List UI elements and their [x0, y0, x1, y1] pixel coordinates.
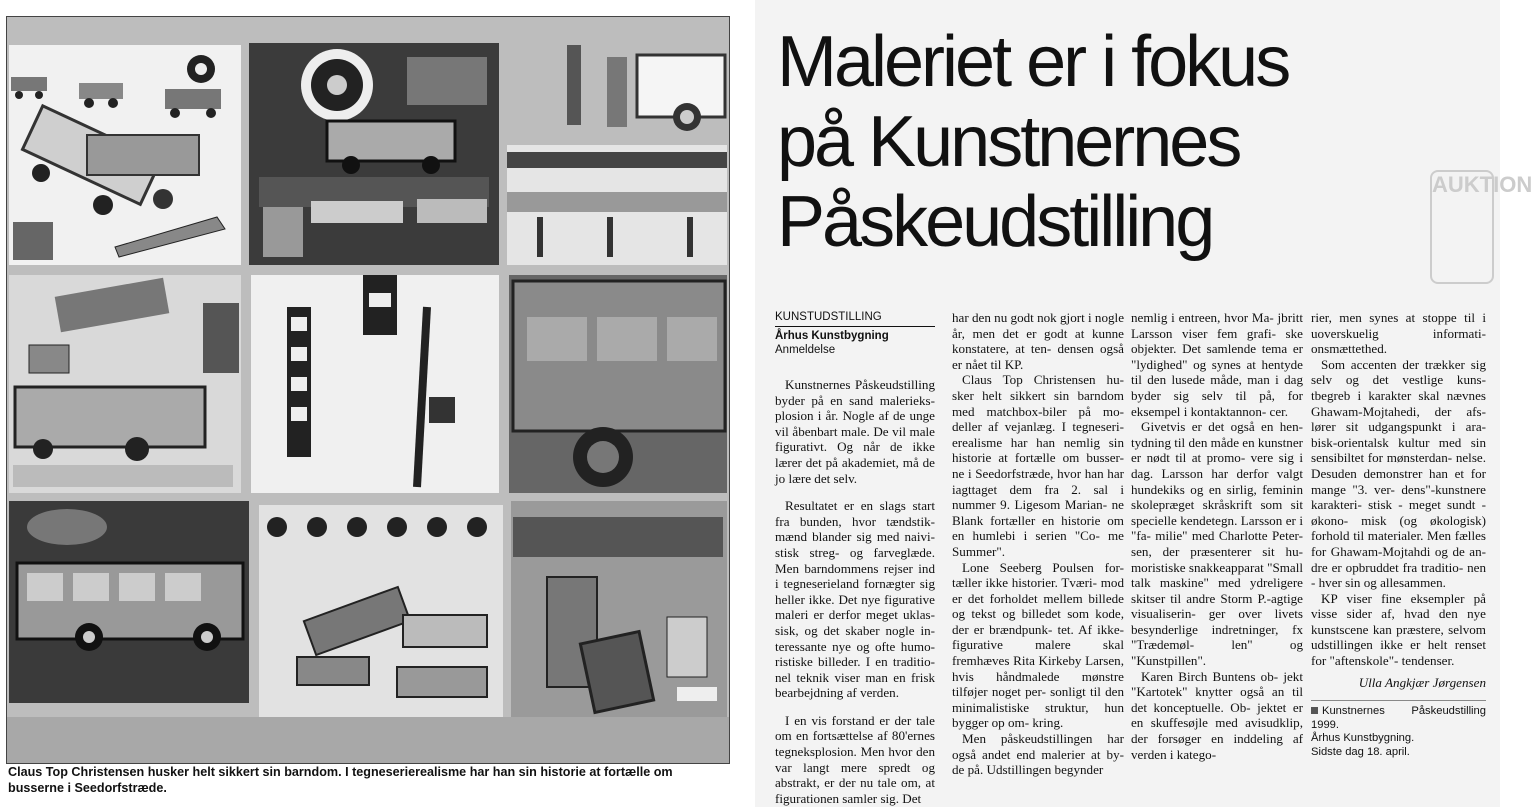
article-type: Anmeldelse — [775, 344, 836, 356]
factbox — [1311, 700, 1486, 759]
paintings-photo — [6, 16, 730, 764]
paragraph: Men påskeudstillingen har også andet end malerier at by- de på. Udstillingen begynder — [952, 731, 1124, 778]
painting-1-3 — [507, 45, 727, 265]
kicker-rule — [775, 326, 935, 327]
headline-line-2: på Kunstnernes — [777, 102, 1240, 182]
painting-2-2 — [251, 275, 499, 493]
photo-caption: Claus Top Christensen husker helt sikkert sin barndom. I tegneserierealisme har han sin historie at fortælle om busserne i Seedorfstræde. — [8, 765, 673, 795]
factbox-line-3: Sidste dag 18. april. — [1311, 745, 1410, 758]
paragraph: nemlig i entreen, hvor Ma- jbritt Larsson viser fem grafi- ske objekter. Det samlende tema er "lydighed" og synes at hentyde til den lusede måde, man i dag byder sig selv til på, for eksempel i kontaktannon- cer. — [1131, 310, 1303, 419]
column-1 — [775, 310, 935, 806]
painting-3-1 — [9, 501, 249, 703]
photo-block — [0, 0, 735, 807]
paragraph: Claus Top Christensen hu- sker helt sikkert sin barndom med matchbox-biler på mo- deller af vejanlæg. I tegneseri- erealisme har han nemlig sin historie at fortælle om busser- ne i Seedorfstræde, hvor han har iagttaget dem fra 2. sal i nummer 9. Ligesom Marian- ne Blank fortæller en historie om en humlebi i serien "Co- me Summer". — [952, 372, 1124, 559]
paragraph: Som accenten der trækker sig selv og det vestlige kuns- tbegreb i karakter skal nævnes Ghawam-Mojtahedi, der afs- lører sit udgangspunkt i ara- bisk-orientalsk kultur med sin sensibiltet for mønsterdan- nelse. Desuden demonstrer han et for mange "3. ver- dens"-kunstnere karakteri- stisk - meget sundt - økono- misk (og økologisk) forhold til materialer. Men fælles for Ghawam-Mojtahdi og de an- dre er opbruddet fra traditio- nen - hver sin og allesammen. — [1311, 356, 1486, 591]
column-2 — [952, 310, 1124, 778]
paragraph: I en vis forstand er der tale om en fortsættelse af 80'ernes tegneksplosion. Men hvor den var langt mere spredt og abstrakt, er der nu tale om, at figurationen samler sig. Det — [775, 712, 935, 806]
ghost-text: AUKTION — [1432, 172, 1532, 197]
paragraph: KP viser fine eksempler på visse sider af, hvad den nye kunstscene kan præstere, selvom udstillingen ikke er helt renset for "aftenskole"- tendenser. — [1311, 590, 1486, 669]
painting-1-1 — [9, 45, 241, 265]
paragraph: Givetvis er det også en hen- tydning til den måde en kunstner er nødt til at promo- vere sig i dag. Larsson har derfor valgt hundekiks og en sirlig, feminin skolepræget skråskrift som sit specielle kendetegn. Larsson er i "fa- milie" med Charlotte Peter- sen, der præsenterer sit hu- moristiske snakkeapparat "Small talk maskine" med ydreligere skitser til andre Storm P.-agtige visualiserin- ger over livets besynderlige indretninger, fx "Trædemøl- len" og "Kunstpillen". — [1131, 419, 1304, 669]
paragraph: Karen Birch Buntens ob- jekt "Kartotek" knytter også an til det konceptuelle. Ob- jektet er en skuffesøjle med avisudklip, der forsøger en inddeling af verden i katego- — [1131, 668, 1303, 762]
painting-2-1 — [9, 275, 241, 493]
painting-3-2 — [259, 505, 503, 723]
kicker: KUNSTUDSTILLING — [775, 311, 882, 323]
paintings-grid-image — [7, 17, 729, 763]
column-3 — [1131, 310, 1303, 762]
headline — [777, 22, 1477, 262]
paragraph: har den nu godt nok gjort i nogle år, men det er godt at kunne konstatere, at ten- densen også er nået til KP. — [952, 310, 1125, 372]
column-4 — [1311, 310, 1486, 759]
painting-3-3 — [511, 501, 727, 723]
paragraph: Lone Seeberg Poulsen for- tæller ikke historier. Tværi- mod er det forholdet mellem billede og tekst og billedet som kode, der er brændpunk- tet. Af ikke-figurative malere skal fremhæves Rita Kirkeby Larsen, hvis håndmalede mønstre tilføjer noget per- sonligt til den minimalistiske struktur, hun bygger op om- kring. — [952, 559, 1124, 731]
paragraph: Kunstnernes Påskeudstilling byder på en sand malerieks- plosion i år. Nogle af de unge vil åbenbart male. De vil male figurativt. Og når de ikke lærer det på akademiet, må de jo lære det selv. — [775, 377, 935, 486]
paragraph: rier, men synes at stoppe til i uoverskuelig informati- onsmættethed. — [1311, 310, 1486, 357]
headline-line-1: Maleriet er i fokus — [777, 22, 1289, 102]
square-bullet-icon — [1311, 707, 1318, 714]
painting-1-2 — [249, 43, 499, 265]
article — [755, 0, 1532, 807]
factbox-line-1: Kunstnernes Påskeudstilling 1999. — [1311, 705, 1486, 731]
venue: Århus Kunstbygning — [775, 330, 889, 342]
byline-signature: Ulla Angkjær Jørgensen — [1358, 674, 1486, 690]
factbox-line-2: Århus Kunstbygning. — [1311, 732, 1415, 745]
paragraph: Resultatet er en slags start fra bunden, hvor tændstik- mænd blander sig med naivi- stisk streg- og farveglæde. Men barndommens rejser ind i tegneserieland fornægter sig heller ikke. Det nye figurative maleri er derfor meget uklas- sisk, og det skaber nogle in- teressante nye og ofte humo- ristiske billeder. I en traditio- nel teknik viser man en frisk bearbejdning af verden. — [775, 498, 935, 701]
painting-2-3 — [509, 275, 727, 493]
headline-line-3: Påskeudstilling — [777, 182, 1213, 262]
